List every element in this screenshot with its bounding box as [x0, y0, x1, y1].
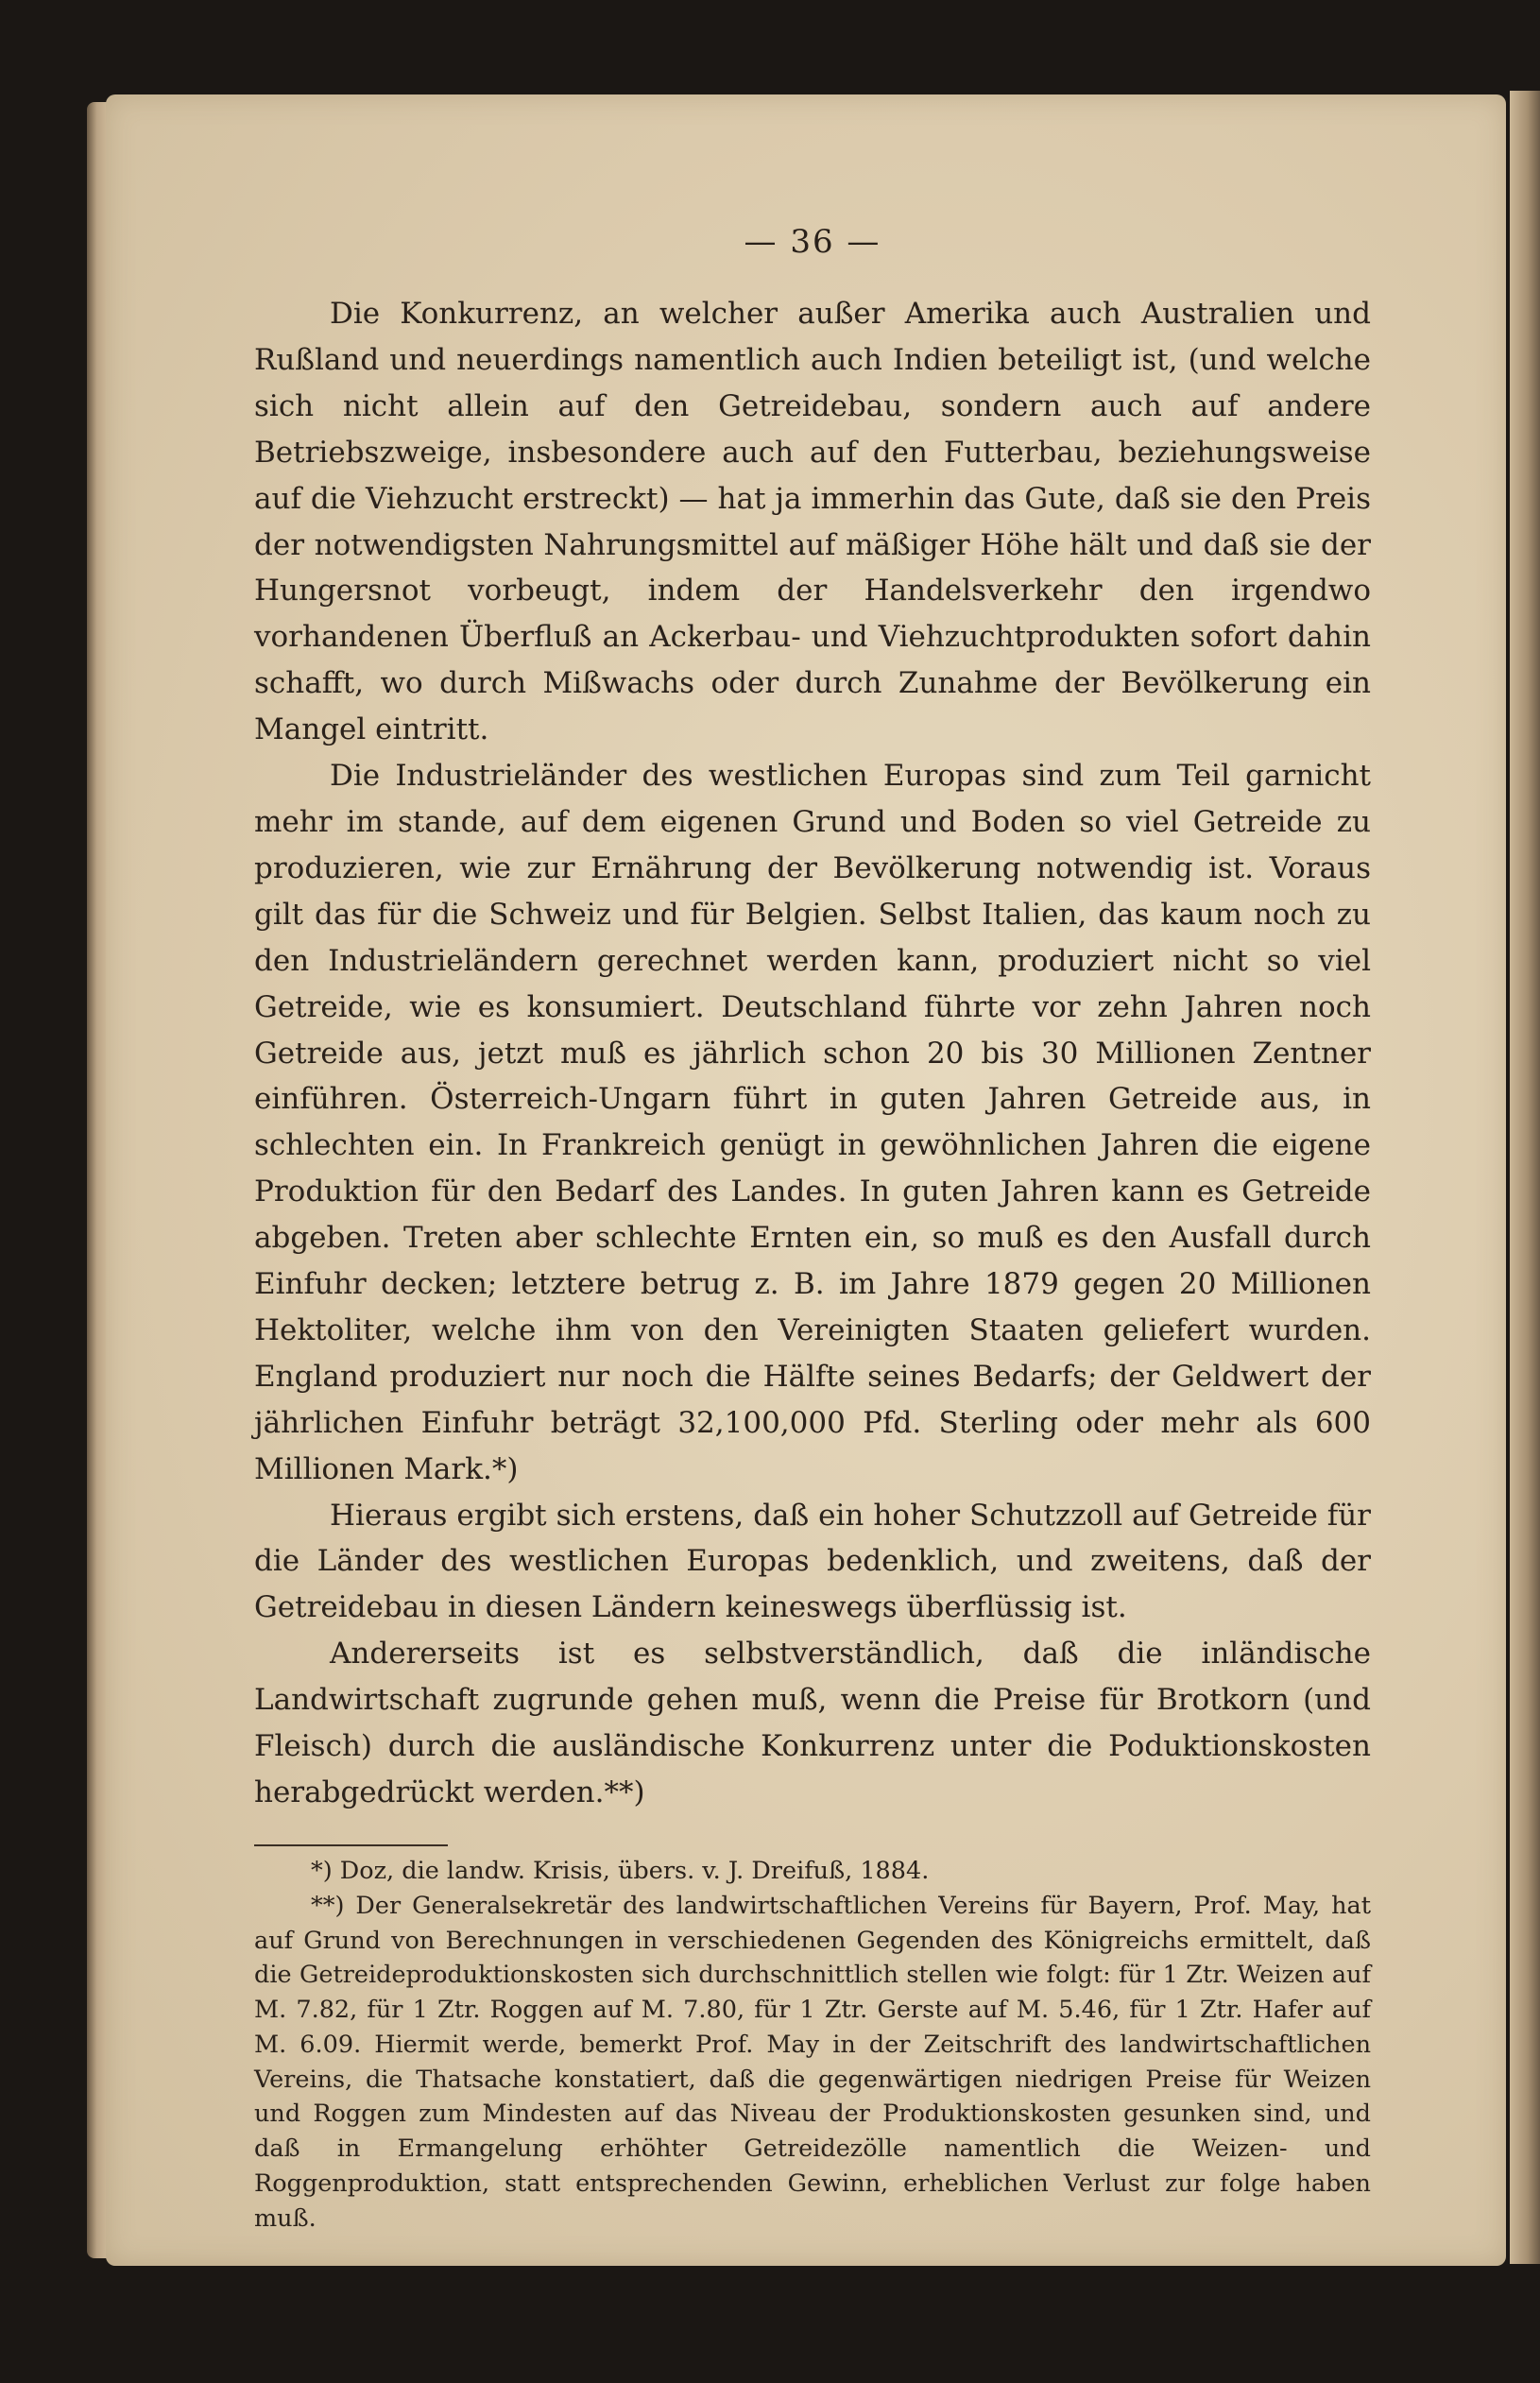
book-page [106, 94, 1506, 2266]
footnote-1: *) Doz, die landw. Krisis, übers. v. J. Dreifuß, 1884. [311, 1856, 930, 1885]
paragraph-competition: Die Konkurrenz, an welcher außer Amerika auch Australien und Rußland und neuerdings namentlich auch Indien beteiligt ist, (und welche sich nicht allein auf den Getreidebau, sondern auch auf andere Betriebszweige, insbesondere auch auf den Futterbau, beziehungsweise auf die Viehzucht erstreckt) — hat ja immerhin das Gute, daß sie den Preis der notwendigsten Nahrungsmittel auf mäßiger Höhe hält und daß sie der Hungersnot vorbeugt, indem der Handelsverkehr den irgendwo vorhandenen Überfluß an Ackerbau- und Viehzuchtprodukten sofort dahin schafft, wo durch Mißwachs oder durch Zunahme der Bevölkerung ein Mangel eintritt. [254, 297, 1371, 747]
page-edge-right [1510, 91, 1540, 2264]
paragraph-industrial-countries: Die Industrieländer des westlichen Europas sind zum Teil garnicht mehr im stande, auf dem eigenen Grund und Boden so viel Getreide zu produzieren, wie zur Ernährung der Bevölkerung notwendig ist. Voraus gilt das für die Schweiz und für Belgien. Selbst Italien, das kaum noch zu den Industrieländern gerechnet werden kann, produziert nicht so viel Getreide, wie es konsumiert. Deutschland führte vor zehn Jahren noch Getreide aus, jetzt muß es jährlich schon 20 bis 30 Millionen Zentner einführen. Österreich-Ungarn führt in guten Jahren Getreide aus, in schlechten ein. In Frankreich genügt in gewöhnlichen Jahren die eigene Produktion für den Bedarf des Landes. In guten Jahren kann es Getreide abgeben. Treten aber schlechte Ernten ein, so muß es den Ausfall durch Einfuhr decken; letztere betrug z. B. im Jahre 1879 gegen 20 Millionen Hektoliter, welche ihm von den Vereinigten Staaten geliefert wurden. England produziert nur noch die Hälfte seines Bedarfs; der Geldwert der jährlichen Einfuhr beträgt 32,100,000 Pfd. Sterling oder mehr als 600 Millionen Mark.*) [254, 759, 1371, 1486]
text-block [254, 214, 1371, 2237]
paragraph-conclusion: Hieraus ergibt sich erstens, daß ein hoher Schutzzoll auf Getreide für die Länder des westlichen Europas bedenklich, und zweitens, daß der Getreidebau in diesen Ländern keineswegs überflüssig ist. [254, 1498, 1371, 1625]
paragraph-domestic-agriculture: Andererseits ist es selbstverständlich, daß die inländische Landwirtschaft zugrunde gehen muß, wenn die Preise für Brotkorn (und Fleisch) durch die ausländische Konkurrenz unter die Poduktionskosten herabgedrückt werden.**) [254, 1637, 1371, 1809]
footnote-divider [254, 1844, 448, 1846]
footnote-2: **) Der Generalsekretär des landwirtschaftlichen Vereins für Bayern, Prof. May, hat auf Grund von Berechnungen in verschiedenen Gegenden des Königreichs ermittelt, daß die Getreideproduktionskosten sich durchschnittlich stellen wie folgt: für 1 Ztr. Weizen auf M. 7.82, für 1 Ztr. Roggen auf M. 7.80, für 1 Ztr. Gerste auf M. 5.46, für 1 Ztr. Hafer auf M. 6.09. Hiermit werde, bemerkt Prof. May in der Zeitschrift des landwirtschaftlichen Vereins, die Thatsache konstatiert, daß die gegenwärtigen niedrigen Preise für Weizen und Roggen zum Mindesten auf das Niveau der Produktionskosten gesunken sind, und daß in Ermangelung erhöhter Getreidezölle namentlich die Weizen- und Roggenproduktion, statt entsprechenden Gewinn, erheblichen Verlust zur folge haben muß. [254, 1891, 1371, 2233]
page-number: — 36 — [744, 223, 881, 261]
